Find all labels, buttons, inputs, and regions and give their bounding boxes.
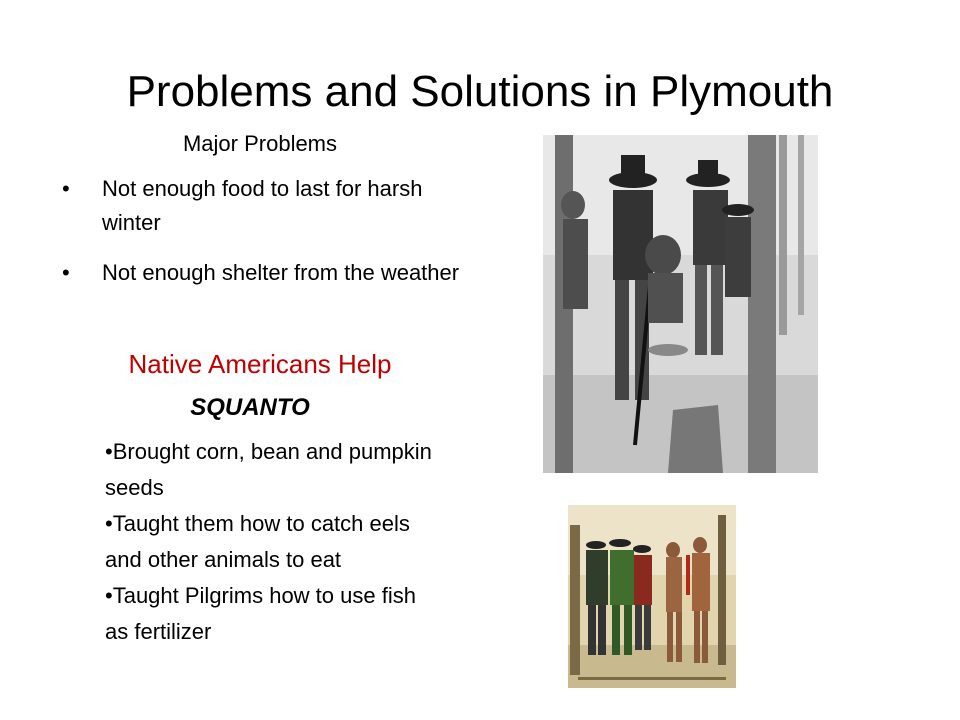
- problem-item: [62, 172, 462, 240]
- slide-title: Problems and Solutions in Plymouth: [126, 67, 834, 116]
- help-text: Taught them how to catch eels and other animals to eat: [105, 511, 410, 572]
- bullet-icon: •: [62, 260, 70, 285]
- help-text: Brought corn, bean and pumpkin seeds: [105, 439, 432, 500]
- help-item: [105, 578, 435, 650]
- bullet-icon: •: [105, 511, 113, 536]
- squanto-name: SQUANTO: [190, 394, 310, 421]
- bullet-icon: •: [105, 583, 113, 608]
- bullet-icon: •: [105, 439, 113, 464]
- help-item: [105, 434, 435, 506]
- problems-list: [62, 172, 462, 306]
- bullet-icon: •: [62, 176, 70, 201]
- squanto-meeting-print-image: [568, 505, 736, 688]
- help-text: Taught Pilgrims how to use fish as fertilizer: [105, 583, 416, 644]
- problem-text: Not enough food to last for harsh winter: [102, 176, 423, 235]
- help-item: [105, 506, 435, 578]
- problems-heading: Major Problems: [182, 131, 338, 156]
- help-list: [105, 434, 435, 650]
- help-heading: Native Americans Help: [128, 349, 392, 379]
- problem-text: Not enough shelter from the weather: [102, 260, 460, 285]
- planting-engraving-image: [543, 135, 818, 473]
- problem-item: [62, 256, 462, 290]
